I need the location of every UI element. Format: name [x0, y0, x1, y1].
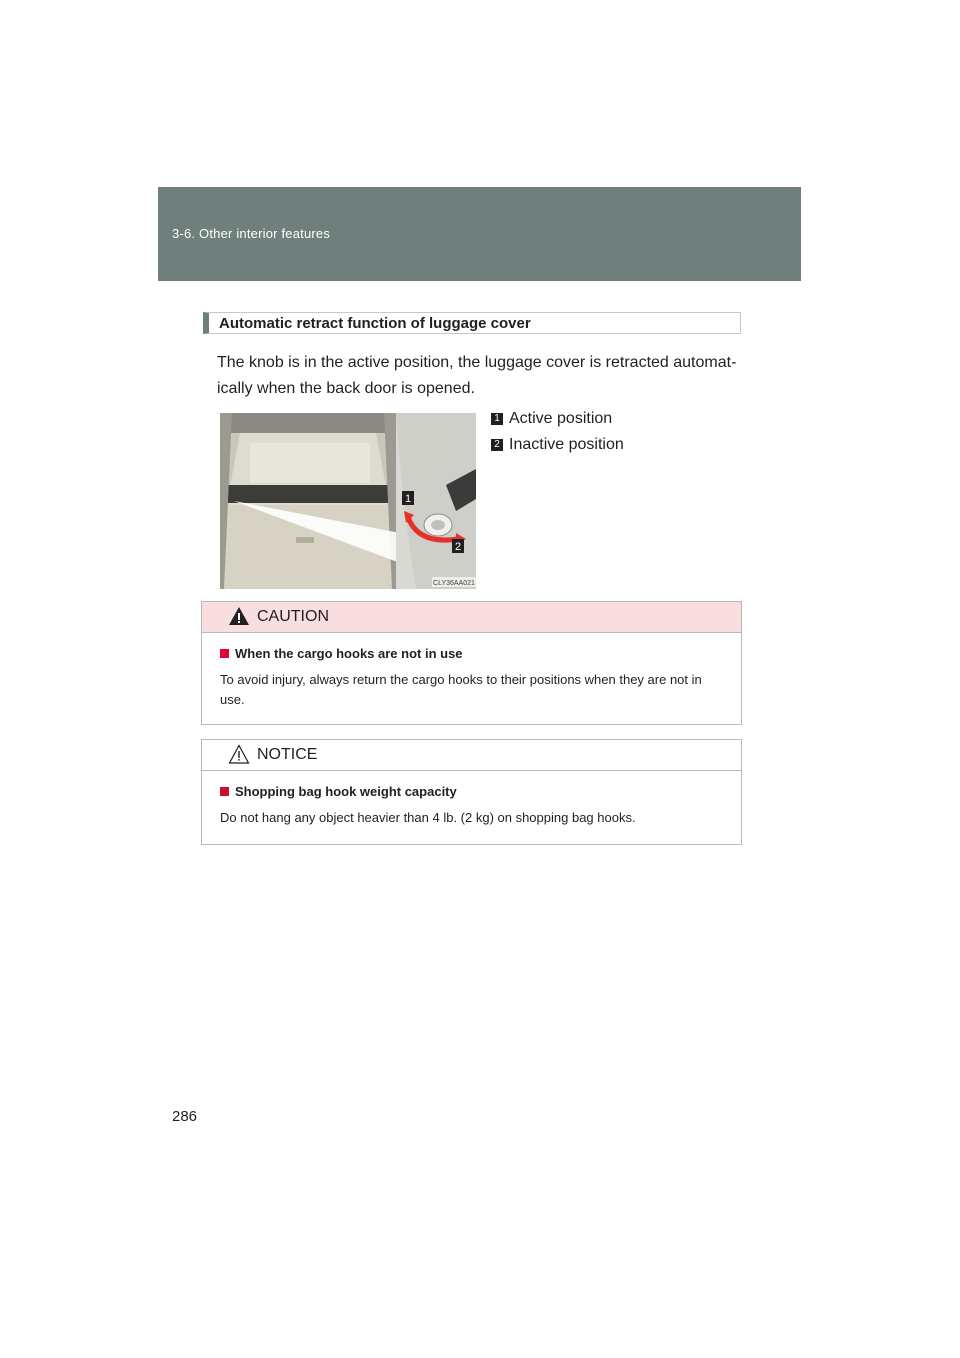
caution-item-title: When the cargo hooks are not in use [235, 646, 463, 661]
body-line-2: ically when the back door is opened. [217, 380, 475, 397]
caution-item-title-row [220, 645, 731, 663]
callout-active [491, 410, 612, 428]
notice-body [202, 771, 741, 842]
luggage-cover-figure [220, 413, 476, 589]
caution-box [201, 601, 742, 725]
notice-item-title-row [220, 783, 731, 801]
caution-header [202, 602, 741, 633]
caution-line-2: use. [220, 692, 245, 707]
caution-item-text [220, 670, 731, 710]
body-line-1: The knob is in the active position, the luggage cover is retracted automat- [217, 354, 737, 371]
luggage-cover-illustration [220, 413, 476, 589]
callout-inactive [491, 436, 624, 454]
notice-header [202, 740, 741, 771]
notice-box [201, 739, 742, 845]
figure-code: CLY36AA021 [433, 580, 475, 587]
caution-line-1: To avoid injury, always return the cargo hooks to their positions when they are not in [220, 672, 702, 687]
caution-body [202, 633, 741, 724]
page-number: 286 [172, 1108, 198, 1125]
subheading-box [203, 312, 741, 334]
callout-number-1: 1 [491, 413, 503, 425]
callout-label-inactive: Inactive position [509, 436, 624, 453]
notice-triangle-icon [228, 744, 250, 764]
caution-bullet-icon [220, 649, 229, 658]
subheading: Automatic retract function of luggage cover [219, 315, 531, 332]
svg-text:1: 1 [404, 493, 412, 505]
notice-item-title: Shopping bag hook weight capacity [235, 784, 457, 799]
svg-text:2: 2 [454, 541, 462, 553]
caution-title: CAUTION [257, 608, 329, 625]
section-label: 3-6. Other interior features [172, 226, 331, 241]
body-text [217, 350, 747, 402]
notice-title: NOTICE [257, 746, 318, 763]
callout-number-2: 2 [491, 439, 503, 451]
notice-item-text: Do not hang any object heavier than 4 lb. (2 kg) on shopping bag hooks. [220, 810, 636, 825]
warning-triangle-icon [228, 606, 250, 626]
callout-label-active: Active position [509, 410, 613, 427]
notice-bullet-icon [220, 787, 229, 796]
